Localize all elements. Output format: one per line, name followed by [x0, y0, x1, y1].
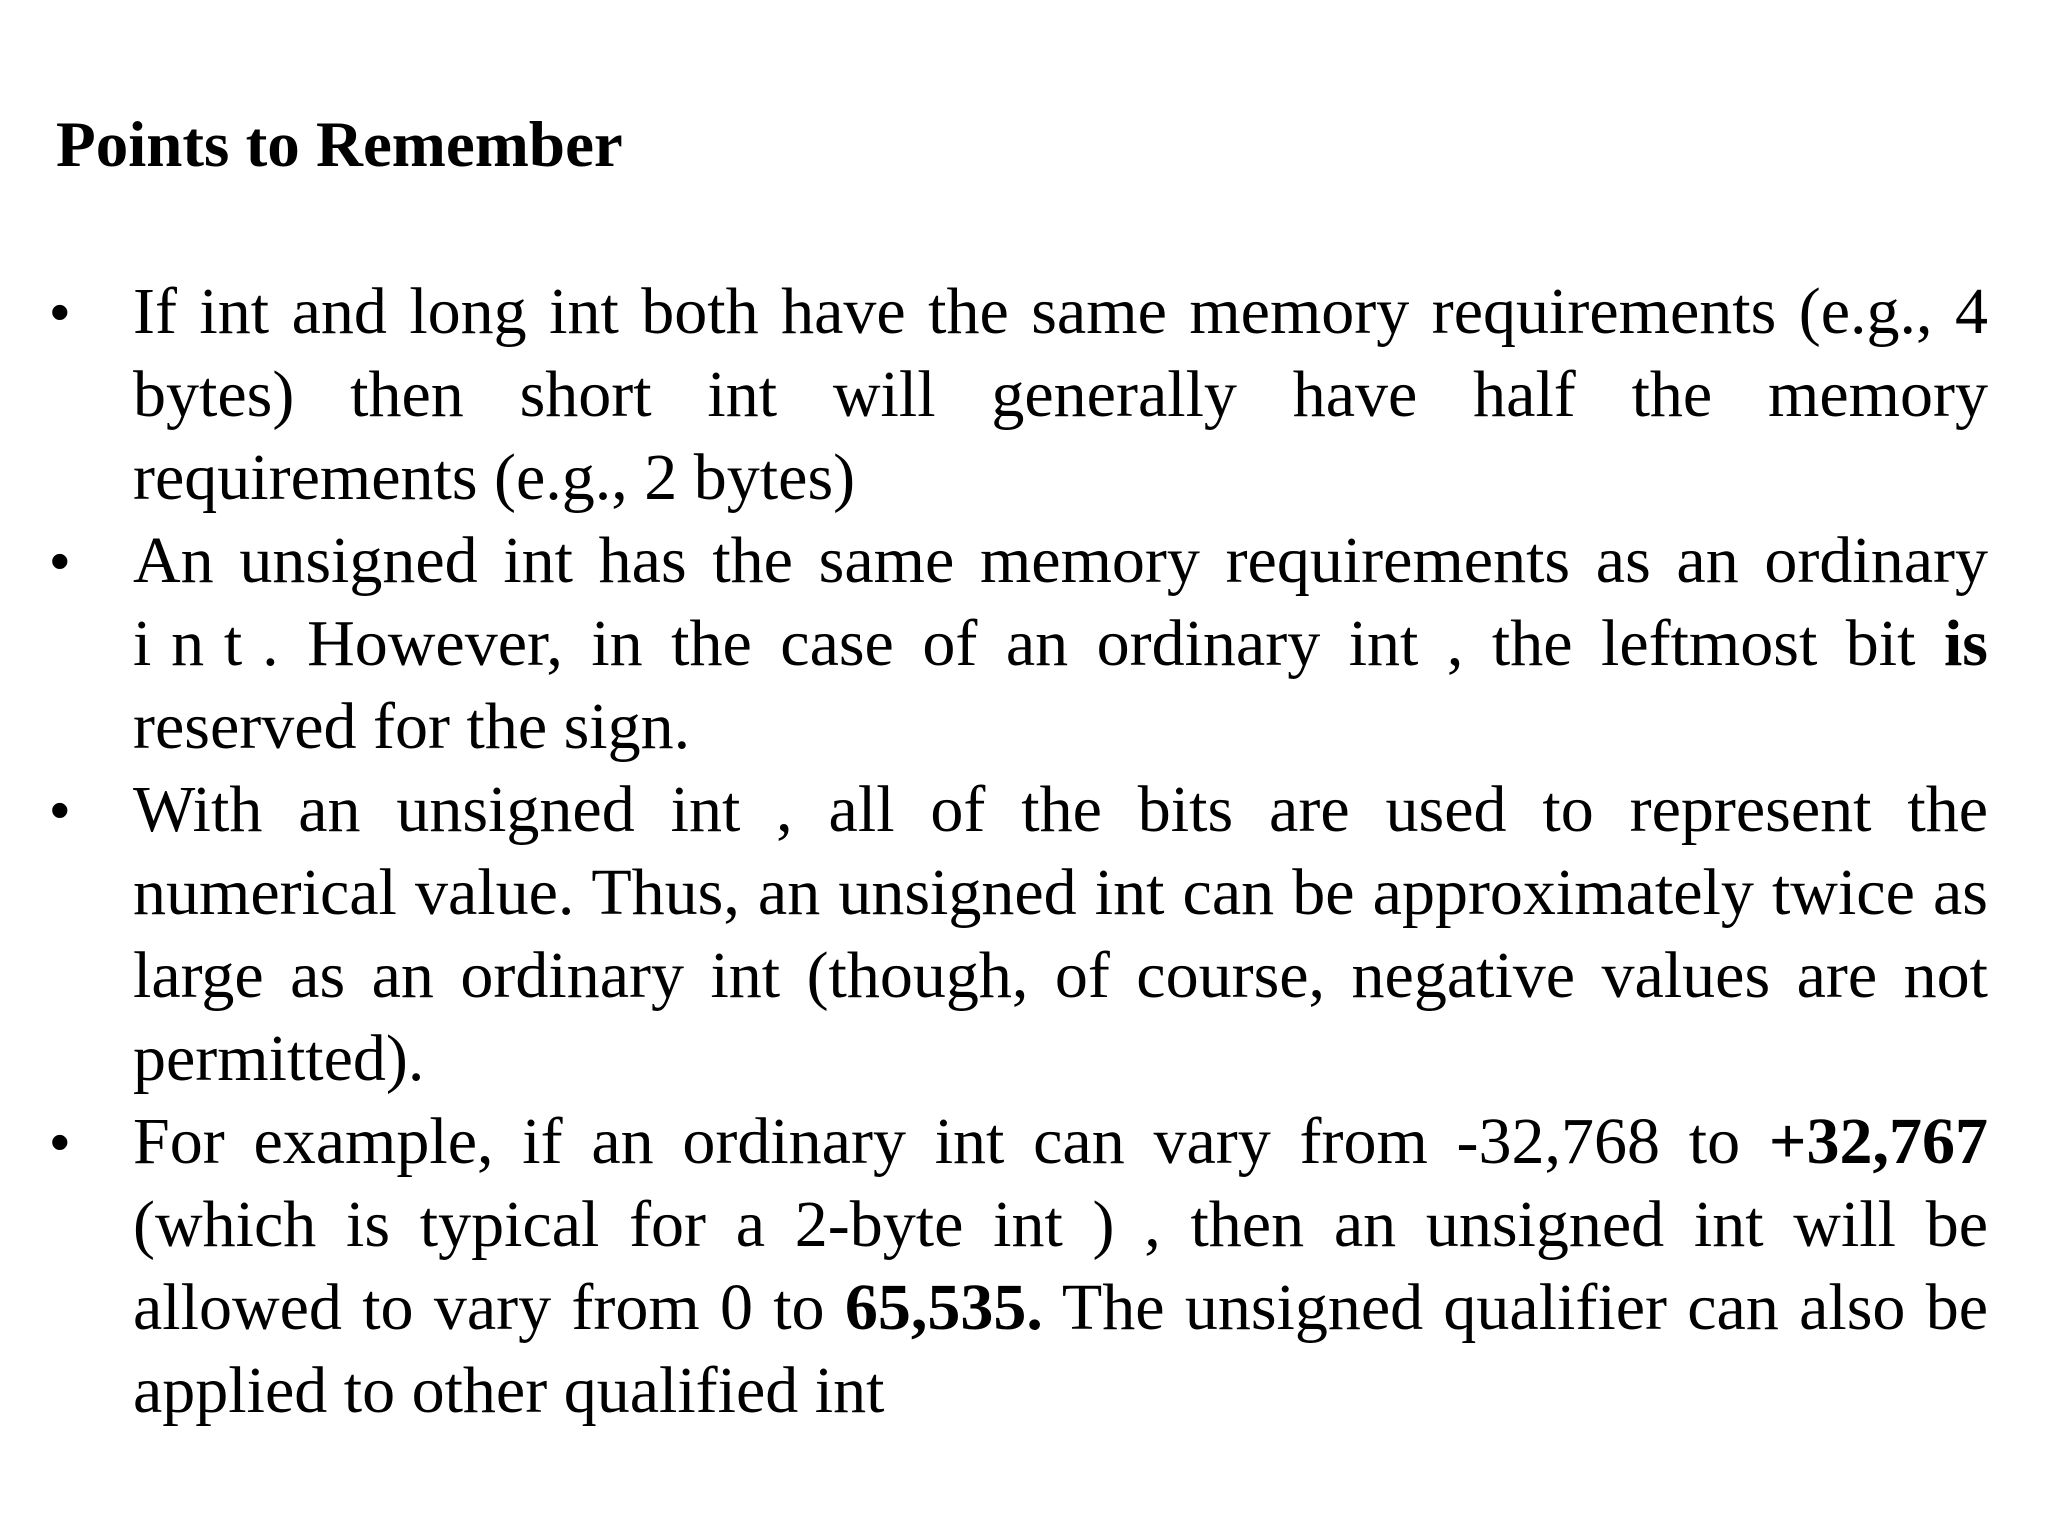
bullet-item-unsigned-memory	[0, 519, 2048, 768]
bullet-text-segment: If int and long int both have the same memory requirements (e.g., 4 bytes) then short int will generally have half the memory requirements (e.g., 2 bytes)	[133, 275, 1988, 514]
bullet-item-memory-requirements	[0, 270, 2048, 519]
bullet-bold-text: 65,535.	[844, 1271, 1043, 1344]
code-keyword-spaced: int	[133, 607, 263, 680]
bullet-text-segment: For example, if an ordinary int can vary from -32,768 to	[133, 1105, 1769, 1178]
bullet-item-range-example	[0, 1100, 2048, 1432]
bullet-text-segment: With an unsigned int , all of the bits are used to represent the numerical value. Thus, an unsigned int can be approximately twice as large as an ordinary int (though, of course, negative values are not permitted).	[133, 773, 1988, 1095]
bullet-bold-text: is	[1943, 607, 1988, 680]
bullet-icon: •	[50, 280, 70, 343]
bullet-list	[0, 270, 2048, 1432]
bullet-text-segment: reserved for the sign.	[133, 690, 691, 763]
bullet-icon: •	[50, 778, 70, 841]
bullet-icon: •	[50, 1110, 70, 1173]
bullet-text	[133, 519, 1988, 768]
bullet-bold-text: +32,767	[1768, 1105, 1988, 1178]
bullet-icon: •	[50, 529, 70, 592]
bullet-text-segment: The unsigned qualifier can also be applied to other qualified int	[133, 1271, 1988, 1427]
slide-title: Points to Remember	[56, 109, 623, 181]
bullet-text-segment: . However, in the case of an ordinary int , the leftmost bit	[262, 607, 1944, 680]
bullet-item-unsigned-bits	[0, 768, 2048, 1100]
bullet-text-segment: An unsigned int has the same memory requirements as an ordinary	[133, 524, 1988, 597]
bullet-text	[133, 768, 1988, 1100]
bullet-text	[133, 1100, 1988, 1432]
bullet-text-segment: (which is typical for a 2-byte int ) , then an unsigned int will be allowed to vary from 0 to	[133, 1188, 1988, 1344]
bullet-text	[133, 270, 1988, 519]
